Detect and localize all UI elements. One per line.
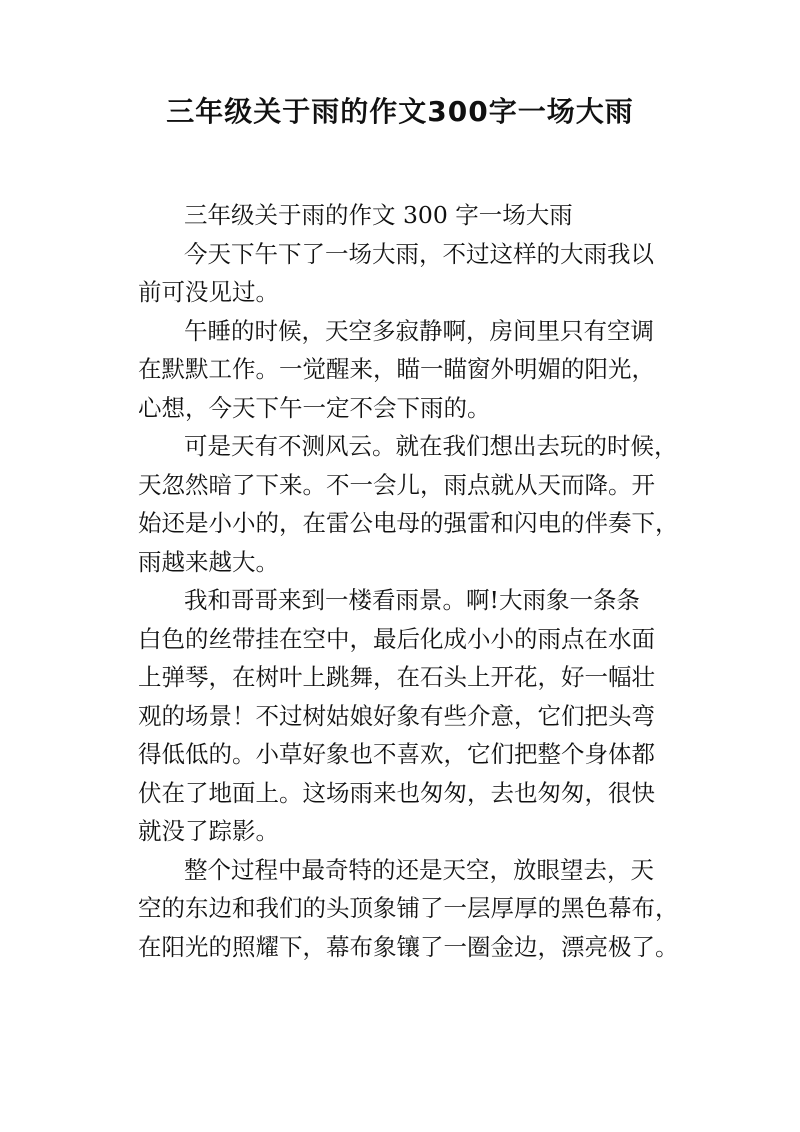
text-line: 白色的丝带挂在空中，最后化成小小的雨点在水面 bbox=[138, 624, 655, 653]
text-line: 伏在了地面上。这场雨来也匆匆，去也匆匆，很快 bbox=[138, 778, 655, 807]
text-line: 观的场景！不过树姑娘好象有些介意，它们把头弯 bbox=[138, 701, 655, 730]
text-line: 上弹琴，在树叶上跳舞，在石头上开花，好一幅壮 bbox=[138, 663, 655, 691]
text-line: 今天下午下了一场大雨，不过这样的大雨我以 bbox=[184, 239, 654, 268]
document-body bbox=[138, 196, 679, 966]
text-line: 得低低的。小草好象也不喜欢，它们把整个身体都 bbox=[138, 740, 655, 768]
text-line: 午睡的时候，天空多寂静啊，房间里只有空调 bbox=[184, 316, 654, 345]
text-line: 整个过程中最奇特的还是天空，放眼望去，天 bbox=[184, 855, 654, 884]
text-line: 在阳光的照耀下，幕布象镶了一圈金边，漂亮极了。 bbox=[138, 932, 679, 961]
text-line: 可是天有不测风云。就在我们想出去玩的时候， bbox=[184, 432, 678, 460]
text-line: 就没了踪影。 bbox=[138, 817, 279, 845]
text-line: 我和哥哥来到一楼看雨景。啊!大雨象一条条 bbox=[184, 586, 640, 614]
text-line: 天忽然暗了下来。不一会儿，雨点就从天而降。开 bbox=[138, 470, 655, 499]
text-line: 在默默工作。一觉醒来，瞄一瞄窗外明媚的阳光， bbox=[138, 355, 655, 383]
text-line: 始还是小小的，在雷公电母的强雷和闪电的伴奏下， bbox=[138, 509, 679, 537]
text-line: 心想，今天下午一定不会下雨的。 bbox=[138, 393, 491, 422]
text-line: 三年级关于雨的作文 300 字一场大雨 bbox=[184, 201, 573, 229]
text-line: 前可没见过。 bbox=[138, 278, 279, 306]
document-title: 三年级关于雨的作文300字一场大雨 bbox=[166, 95, 634, 128]
text-line: 空的东边和我们的头顶象铺了一层厚厚的黑色幕布， bbox=[138, 894, 679, 922]
text-line: 雨越来越大。 bbox=[138, 547, 279, 576]
